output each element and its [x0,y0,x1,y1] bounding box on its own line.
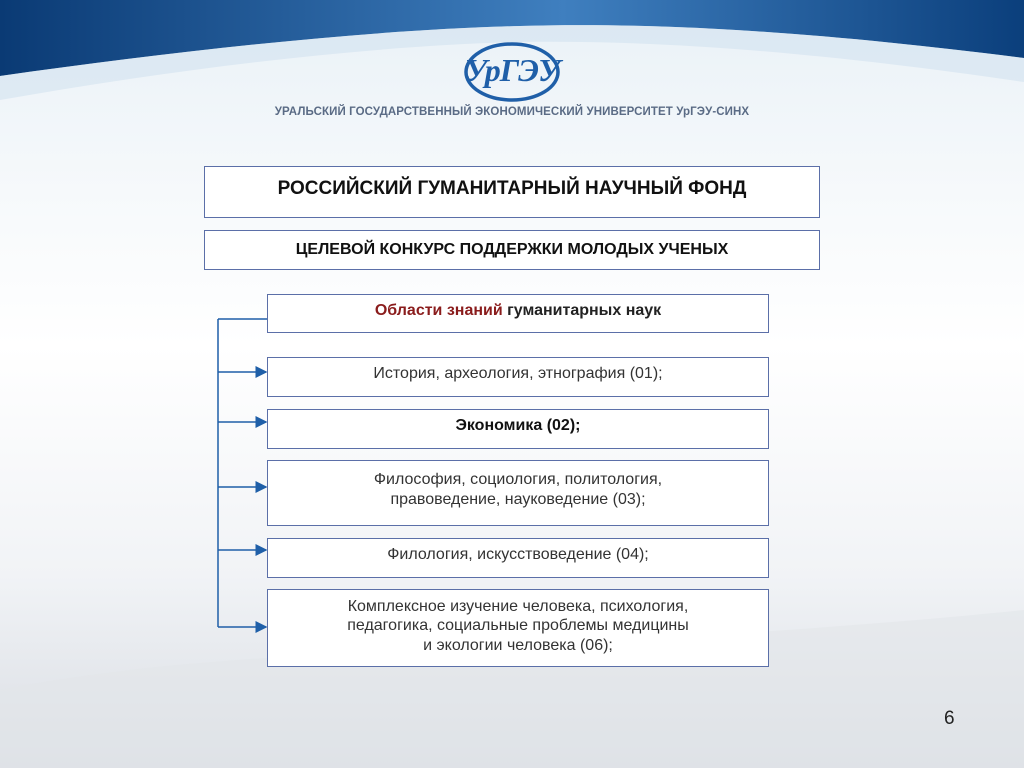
page-subtitle: ЦЕЛЕВОЙ КОНКУРС ПОДДЕРЖКИ МОЛОДЫХ УЧЕНЫХ [204,230,820,270]
area-item [267,589,769,667]
area-item [267,538,769,578]
area-item-label: Философия, социология, политология, правоведение, науковедение (03); [373,471,663,508]
area-item-label: История, археология, этнография (01); [373,365,663,383]
area-item [267,409,769,449]
areas-heading-accent: Области знаний [374,301,503,319]
area-item-label: Экономика (02); [455,417,581,435]
areas-heading-rest: гуманитарных наук [502,301,662,319]
area-item [267,460,769,526]
page-title: РОССИЙСКИЙ ГУМАНИТАРНЫЙ НАУЧНЫЙ ФОНД [204,166,820,218]
area-item-label: Комплексное изучение человека, психология, педагогика, социальные проблемы медицины и экологии человека (06); [347,597,689,654]
page-number: 6 [944,708,955,729]
logo-text: УрГЭУ [464,52,560,88]
areas-heading [267,294,769,333]
area-item [267,357,769,397]
area-item-label: Филология, искусствоведение (04); [387,546,649,564]
university-name: УРАЛЬСКИЙ ГОСУДАРСТВЕННЫЙ ЭКОНОМИЧЕСКИЙ УНИВЕРСИТЕТ УрГЭУ-СИНХ [274,106,750,118]
